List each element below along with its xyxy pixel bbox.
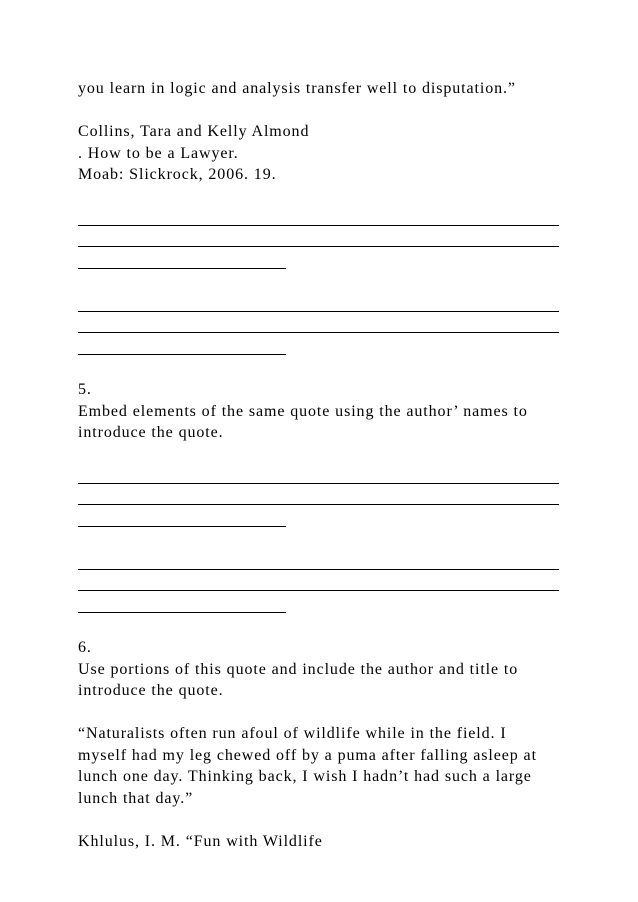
quote-text: myself had my leg chewed off by a puma after falling asleep at: [78, 746, 537, 764]
spacer: [78, 444, 578, 466]
answer-line: [78, 250, 578, 272]
spacer: [78, 272, 578, 294]
instruction-text: introduce the quote.: [78, 682, 224, 699]
answer-line: [78, 551, 578, 573]
citation-line: Collins, Tara and Kelly Almond: [78, 123, 310, 140]
quote-text: lunch one day. Thinking back, I wish I hadn’t had such a large: [78, 768, 532, 785]
answer-line: [78, 229, 578, 251]
citation-line: . How to be a Lawyer.: [78, 144, 239, 162]
quote-text: “Naturalists often run afoul of wildlife while in the field. I: [78, 725, 507, 742]
answer-line: [78, 336, 578, 358]
citation-line: Moab: Slickrock, 2006. 19.: [78, 166, 277, 183]
answer-line: [78, 465, 578, 487]
answer-line: [78, 207, 578, 229]
answer-line: [78, 594, 578, 616]
quote-text: lunch that day.”: [78, 789, 194, 807]
section-number: 6.: [78, 639, 92, 656]
spacer: [78, 616, 578, 638]
answer-line: [78, 487, 578, 509]
section-number: 5.: [78, 381, 92, 398]
spacer: [78, 809, 578, 831]
spacer: [78, 186, 578, 208]
instruction-text: Use portions of this quote and include the author and title to: [78, 660, 519, 678]
instruction-text: introduce the quote.: [78, 424, 224, 441]
spacer: [78, 702, 578, 724]
instruction-text: Embed elements of the same quote using the author’ names to: [78, 402, 528, 420]
document-page: [78, 78, 578, 852]
spacer: [78, 100, 578, 122]
intro-line: you learn in logic and analysis transfer well to disputation.”: [78, 80, 516, 97]
spacer: [78, 358, 578, 380]
answer-line: [78, 293, 578, 315]
answer-line: [78, 508, 578, 530]
spacer: [78, 530, 578, 552]
answer-line: [78, 573, 578, 595]
answer-line: [78, 315, 578, 337]
citation-line: Khlulus, I. M. “Fun with Wildlife: [78, 832, 323, 850]
